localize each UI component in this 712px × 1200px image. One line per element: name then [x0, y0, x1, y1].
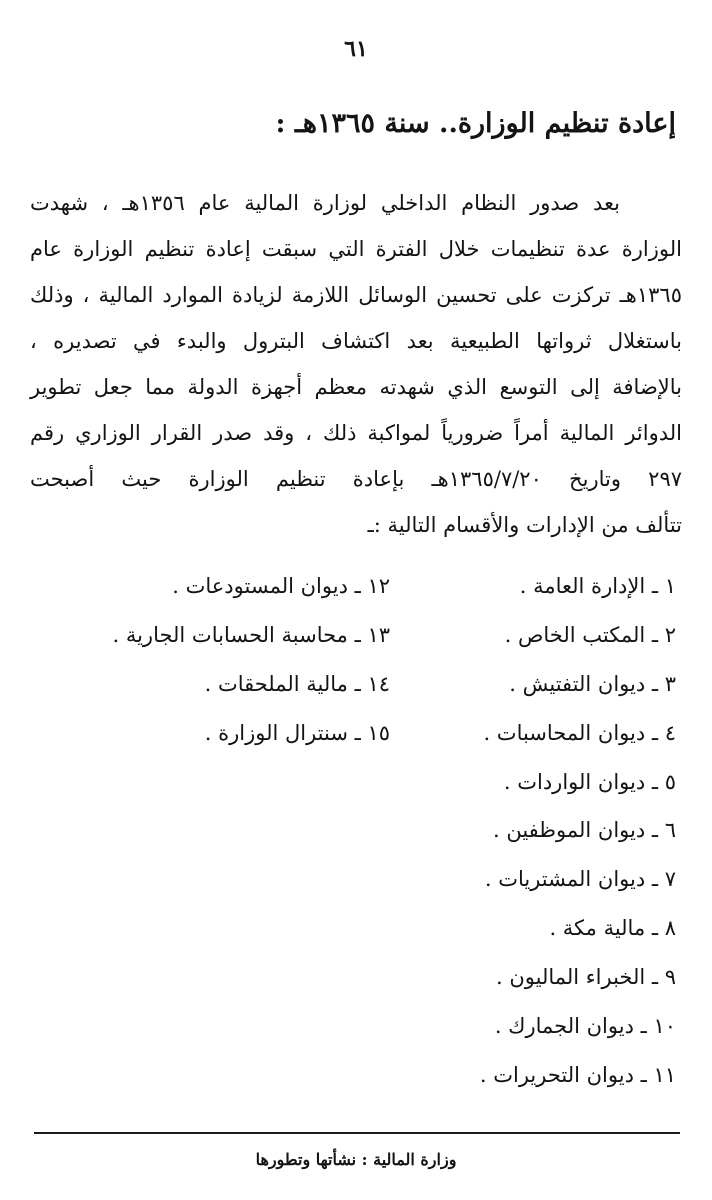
paragraph-line: بالإضافة إلى التوسع الذي شهدته معظم أجهزة الدولة مما جعل تطوير	[30, 375, 682, 399]
running-footer: وزارة المالية : نشأتها وتطورها	[255, 1150, 457, 1169]
paragraph-line: تتألف من الإدارات والأقسام التالية :ـ	[367, 513, 682, 537]
list-item: ١٤ ـ مالية الملحقات .	[204, 671, 390, 696]
footer-divider	[34, 1132, 680, 1134]
list-item: ١٥ ـ سنترال الوزارة .	[204, 720, 390, 745]
list-item: ١٢ ـ ديوان المستودعات .	[172, 574, 390, 598]
paragraph-line: باستغلال ثرواتها الطبيعية بعد اكتشاف البترول والبدء في تصديره ،	[30, 329, 682, 353]
list-item: ١٣ ـ محاسبة الحسابات الجارية .	[112, 622, 390, 647]
paragraph-line: الوزارة عدة تنظيمات خلال الفترة التي سبقت إعادة تنظيم الوزارة عام	[30, 237, 682, 261]
list-item: ١١ ـ ديوان التحريرات .	[479, 1062, 676, 1087]
list-item: ١٠ ـ ديوان الجمارك .	[494, 1014, 676, 1039]
paragraph-line: بعد صدور النظام الداخلي لوزارة المالية عام ١٣٥٦هـ ، شهدت	[30, 191, 620, 215]
body-paragraph	[30, 180, 682, 548]
section-heading: إعادة تنظيم الوزارة.. سنة ١٣٦٥هـ :	[275, 108, 676, 139]
list-item: ٢ ـ المكتب الخاص .	[504, 622, 676, 647]
list-item: ٩ ـ الخبراء الماليون .	[495, 965, 676, 990]
paragraph-line: ١٣٦٥هـ تركزت على تحسين الوسائل اللازمة لزيادة الموارد المالية ، وذلك	[30, 283, 682, 307]
departments-list-left	[112, 566, 390, 762]
departments-list-right	[480, 566, 676, 1104]
page-number: ٦١	[344, 36, 368, 62]
list-item: ٥ ـ ديوان الواردات .	[503, 769, 676, 794]
list-item: ٨ ـ مالية مكة .	[549, 916, 676, 941]
list-item: ٤ ـ ديوان المحاسبات .	[483, 720, 676, 745]
list-item: ٣ ـ ديوان التفتيش .	[509, 671, 676, 696]
list-item: ٦ ـ ديوان الموظفين .	[493, 818, 676, 843]
list-item: ١ ـ الإدارة العامة .	[519, 574, 676, 598]
paragraph-line: الدوائر المالية أمراً ضرورياً لمواكبة ذلك ، وقد صدر القرار الوزاري رقم	[30, 421, 682, 445]
list-item: ٧ ـ ديوان المشتريات .	[484, 867, 676, 892]
paragraph-line: ٢٩٧ وتاريخ ١٣٦٥/٧/٢٠هـ بإعادة تنظيم الوزارة حيث أصبحت	[30, 467, 683, 491]
